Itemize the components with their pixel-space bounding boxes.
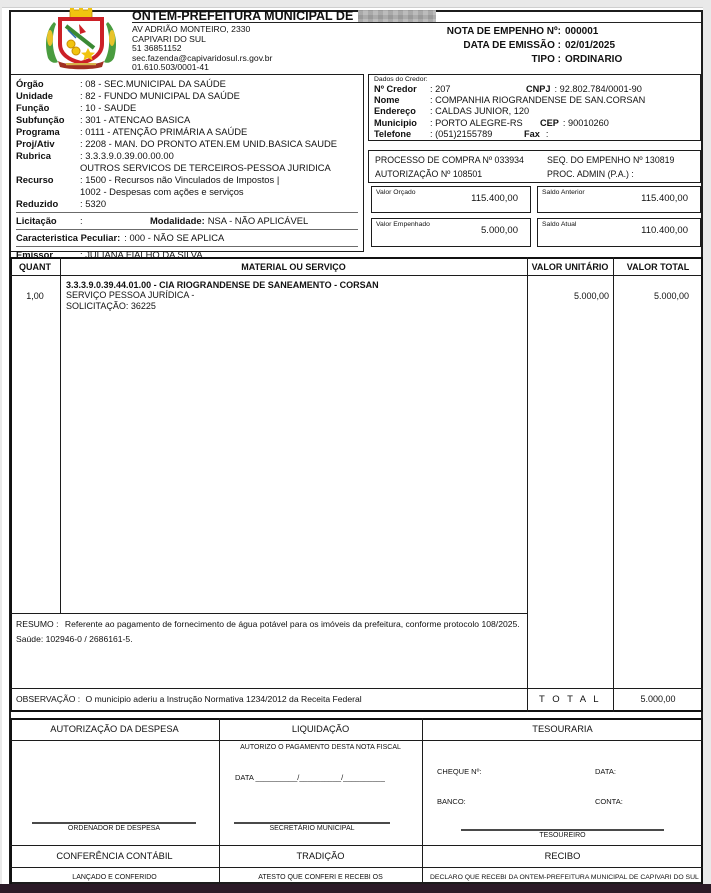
programa-value: : 0111 - ATENÇÃO PRIMÁRIA A SAÚDE xyxy=(80,126,248,137)
creditor-address-value: : CALDAS JUNIOR, 120 xyxy=(430,106,530,117)
resumo-label: RESUMO : xyxy=(16,619,59,629)
signature-line xyxy=(461,829,664,831)
unidade-row xyxy=(16,90,358,102)
item-title: 3.3.3.9.0.39.44.01.00 - CIA RIOGRANDENSE DE SANEAMENTO - CORSAN xyxy=(66,280,379,290)
licitacao-value: : xyxy=(80,215,83,226)
creditor-city-label: Municipio xyxy=(374,117,417,128)
creditor-name-row xyxy=(374,95,695,106)
signature-line xyxy=(234,822,390,824)
footer-row-divider xyxy=(10,867,703,868)
rubrica-description: OUTROS SERVICOS DE TERCEIROS-PESSOA JURIDICA xyxy=(80,162,331,173)
table-header-divider xyxy=(10,275,703,276)
unidade-value: : 82 - FUNDO MUNICIPAL DA SAÚDE xyxy=(80,90,240,101)
saldo-anterior-box xyxy=(537,186,701,213)
col-header-quant: QUANT xyxy=(19,261,51,272)
valor-empenhado-box xyxy=(371,218,531,247)
rubrica-row xyxy=(16,150,358,162)
emission-date-value: 02/01/2025 xyxy=(565,40,616,51)
orgao-value: : 08 - SEC.MUNICIPAL DA SAÚDE xyxy=(80,78,226,89)
creditor-phone-value: : (051)2155789 xyxy=(430,128,493,139)
address-line: 01.610.503/0001-41 xyxy=(132,62,209,73)
creditor-phone-row xyxy=(374,129,695,140)
valor-orcado-label: Valor Orçado xyxy=(376,189,416,196)
process-row-2 xyxy=(375,168,694,182)
reduzido-row xyxy=(16,198,358,210)
col-header-total-value: VALOR TOTAL xyxy=(626,261,690,272)
ordenador-despesa-caption: ORDENADOR DE DESPESA xyxy=(67,825,161,832)
lancado-conferido-text: LANÇADO E CONFERIDO xyxy=(72,874,157,881)
note-number-label: NOTA DE EMPENHO Nº: xyxy=(446,26,561,37)
item-line3: SOLICITAÇÃO: 36225 xyxy=(66,300,156,311)
caracteristica-label: Caracteristica Peculiar: xyxy=(16,232,121,243)
cep-value: : 90010260 xyxy=(562,117,609,128)
creditor-number-row xyxy=(374,84,695,95)
atesto-text: ATESTO QUE CONFERI E RECEBI OS xyxy=(258,874,383,881)
programa-row xyxy=(16,126,358,138)
creditor-city-value: : PORTO ALEGRE-RS xyxy=(430,117,523,128)
creditor-legend: Dados do Credor: xyxy=(374,76,428,83)
orgao-row xyxy=(16,78,358,90)
observacao-divider xyxy=(10,688,703,689)
title-underline xyxy=(132,22,701,23)
declaro-text: DECLARO QUE RECEBI DA ONTEM-PREFEITURA MUNICIPAL DE CAPIVARI DO SUL xyxy=(430,874,699,881)
cep-label: CEP xyxy=(540,117,559,128)
type-label: TIPO : xyxy=(531,54,561,65)
address-line: 51 36851152 xyxy=(132,43,182,54)
liquidacao-data-line: DATA __________/__________/__________ xyxy=(235,773,385,782)
saldo-anterior-label: Saldo Anterior xyxy=(542,189,585,196)
purchase-process-number: PROCESSO DE COMPRA Nº 033934 xyxy=(375,155,524,165)
document-title xyxy=(132,9,436,23)
emission-date-row xyxy=(400,39,622,53)
emission-date-label: DATA DE EMISSÃO : xyxy=(463,40,561,51)
creditor-box xyxy=(368,74,701,141)
purchase-process-box xyxy=(368,150,701,183)
item-line2: SERVIÇO PESSOA JURÍDICA - xyxy=(66,290,195,301)
item-unit-value: 5.000,00 xyxy=(573,291,609,301)
creditor-address-label: Endereço xyxy=(374,106,416,117)
valor-empenhado-value: 5.000,00 xyxy=(481,225,518,236)
creditor-name-label: Nome xyxy=(374,95,400,106)
budget-classification-box xyxy=(10,74,364,260)
item-total-value: 5.000,00 xyxy=(653,291,689,301)
col-header-material: MATERIAL OU SERVIÇO xyxy=(241,261,346,272)
funcao-value: : 10 - SAUDE xyxy=(80,102,137,113)
table-col-divider xyxy=(60,257,61,613)
item-description xyxy=(66,280,521,311)
authorization-number: AUTORIZAÇÃO Nº 108501 xyxy=(375,168,483,179)
recurso-line2: 1002 - Despesas com ações e serviços xyxy=(80,186,244,197)
note-number-value: 000001 xyxy=(565,26,599,37)
funcao-row xyxy=(16,102,358,114)
title-text: ONTEM-PREFEITURA MUNICIPAL DE xyxy=(132,9,354,23)
creditor-name-value: : COMPANHIA RIOGRANDENSE DE SAN.CORSAN xyxy=(430,95,646,106)
programa-label: Programa xyxy=(16,126,60,137)
section-liquidacao: LIQUIDAÇÃO xyxy=(291,724,350,734)
section-recibo: RECIBO xyxy=(544,851,581,861)
table-col-divider xyxy=(527,257,528,712)
total-label: T O T A L xyxy=(538,694,602,705)
subfuncao-label: Subfunção xyxy=(16,114,65,125)
licitacao-label: Licitação xyxy=(16,215,57,226)
subfuncao-value: : 301 - ATENCAO BASICA xyxy=(80,114,191,125)
address-line: AV ADRIÃO MONTEIRO, 2330 xyxy=(132,24,251,34)
modalidade-value: NSA - NÃO APLICÁVEL xyxy=(207,215,309,226)
cnpj-value: : 92.802.784/0001-90 xyxy=(554,84,642,94)
resumo-divider xyxy=(10,613,527,614)
section-tesouraria: TESOURARIA xyxy=(532,724,593,734)
signature-line xyxy=(32,822,196,824)
conta-label: CONTA: xyxy=(595,797,623,806)
valor-orcado-value: 115.400,00 xyxy=(471,193,518,204)
recurso-label: Recurso xyxy=(16,174,54,185)
emissor-label: Emissor xyxy=(16,249,53,260)
observacao-text: O municipio aderiu a Instrução Normativa 1234/2012 da Receita Federal xyxy=(85,694,362,704)
cnpj-label: CNPJ xyxy=(526,84,551,94)
secretario-municipal-caption: SECRETÁRIO MUNICIPAL xyxy=(269,825,355,832)
note-number-row xyxy=(400,25,622,39)
resumo-line1 xyxy=(16,617,521,632)
tesoureiro-caption: TESOUREIRO xyxy=(539,832,586,839)
type-value: ORDINARIO xyxy=(565,54,623,65)
observacao-label: OBSERVAÇÃO : xyxy=(16,694,81,704)
process-row-1 xyxy=(375,154,694,168)
recurso-value: : 1500 - Recursos não Vinculados de Impostos | xyxy=(80,174,280,185)
footer-row-divider xyxy=(10,740,703,741)
bottom-dark-strip xyxy=(0,884,711,893)
rubrica-value: : 3.3.3.9.0.39.00.00.00 xyxy=(80,150,174,161)
creditor-number-value: : 207 xyxy=(430,84,451,94)
address-line: CAPIVARI DO SUL xyxy=(132,33,206,44)
recurso-row xyxy=(16,174,358,186)
caracteristica-row xyxy=(16,229,358,244)
emissor-value: : JULIANA FIALHO DA SILVA xyxy=(80,249,203,260)
municipal-coat-of-arms-icon xyxy=(36,8,126,70)
creditor-address-row xyxy=(374,106,695,117)
banco-label: BANCO: xyxy=(437,797,466,806)
resumo-text: Referente ao pagamento de fornecimento de água potável para os imóveis da prefeitura, conforme protocolo 108/2025. xyxy=(64,619,520,629)
licitacao-row xyxy=(16,212,358,227)
address-line: sec.fazenda@capivaridosul.rs.gov.br xyxy=(132,52,273,63)
fax-label: Fax xyxy=(524,128,540,139)
saldo-atual-box xyxy=(537,218,701,247)
document-meta xyxy=(400,25,622,67)
section-tradicao: TRADIÇÃO xyxy=(296,851,345,861)
saldo-atual-value: 110.400,00 xyxy=(641,225,688,236)
funcao-label: Função xyxy=(16,102,50,113)
issuer-address-block xyxy=(132,25,272,73)
section-conferencia-contabil: CONFERÊNCIA CONTÁBIL xyxy=(56,851,173,861)
creditor-phone-label: Telefone xyxy=(374,128,412,139)
reduzido-label: Reduzido xyxy=(16,198,59,209)
cheque-label: CHEQUE Nº: xyxy=(437,767,482,776)
observacao-row xyxy=(16,694,521,704)
valor-orcado-box xyxy=(371,186,531,213)
saldo-anterior-value: 115.400,00 xyxy=(641,193,688,204)
orgao-label: Órgão xyxy=(16,78,44,89)
projativ-value: : 2208 - MAN. DO PRONTO ATEN.EM UNID.BASICA SAUDE xyxy=(80,138,337,149)
resumo-line2: Saúde: 102946-0 / 2686161-5. xyxy=(16,634,133,644)
fax-value: : xyxy=(545,128,549,139)
unidade-label: Unidade xyxy=(16,90,53,101)
rubrica-label: Rubrica xyxy=(16,150,51,161)
total-value: 5.000,00 xyxy=(640,694,676,704)
modalidade-label: Modalidade: xyxy=(150,215,205,226)
valor-empenhado-label: Valor Empenhado xyxy=(376,221,430,228)
table-col-divider xyxy=(613,257,614,712)
reduzido-value: : 5320 xyxy=(80,198,107,209)
col-header-unit-value: VALOR UNITÁRIO xyxy=(531,261,609,272)
section-autorizacao-despesa: AUTORIZAÇÃO DA DESPESA xyxy=(50,724,179,734)
projativ-label: Proj/Ativ xyxy=(16,138,55,149)
saldo-atual-label: Saldo Atual xyxy=(542,221,577,228)
tesouraria-data-label: DATA: xyxy=(595,767,616,776)
creditor-number-label: Nº Credor xyxy=(374,84,417,94)
subfuncao-row xyxy=(16,114,358,126)
item-quantity: 1,00 xyxy=(26,291,44,301)
creditor-city-row xyxy=(374,118,695,129)
redacted-text-block xyxy=(358,10,436,23)
resumo-block xyxy=(16,617,521,647)
caracteristica-value: : 000 - NÃO SE APLICA xyxy=(124,232,225,243)
type-row xyxy=(400,53,622,67)
admin-process-label: PROC. ADMIN (P.A.) : xyxy=(547,168,634,179)
projativ-row xyxy=(16,138,358,150)
commitment-sequence-number: SEQ. DO EMPENHO Nº 130819 xyxy=(547,155,675,165)
autorizo-pagamento-text: AUTORIZO O PAGAMENTO DESTA NOTA FISCAL xyxy=(240,744,401,751)
